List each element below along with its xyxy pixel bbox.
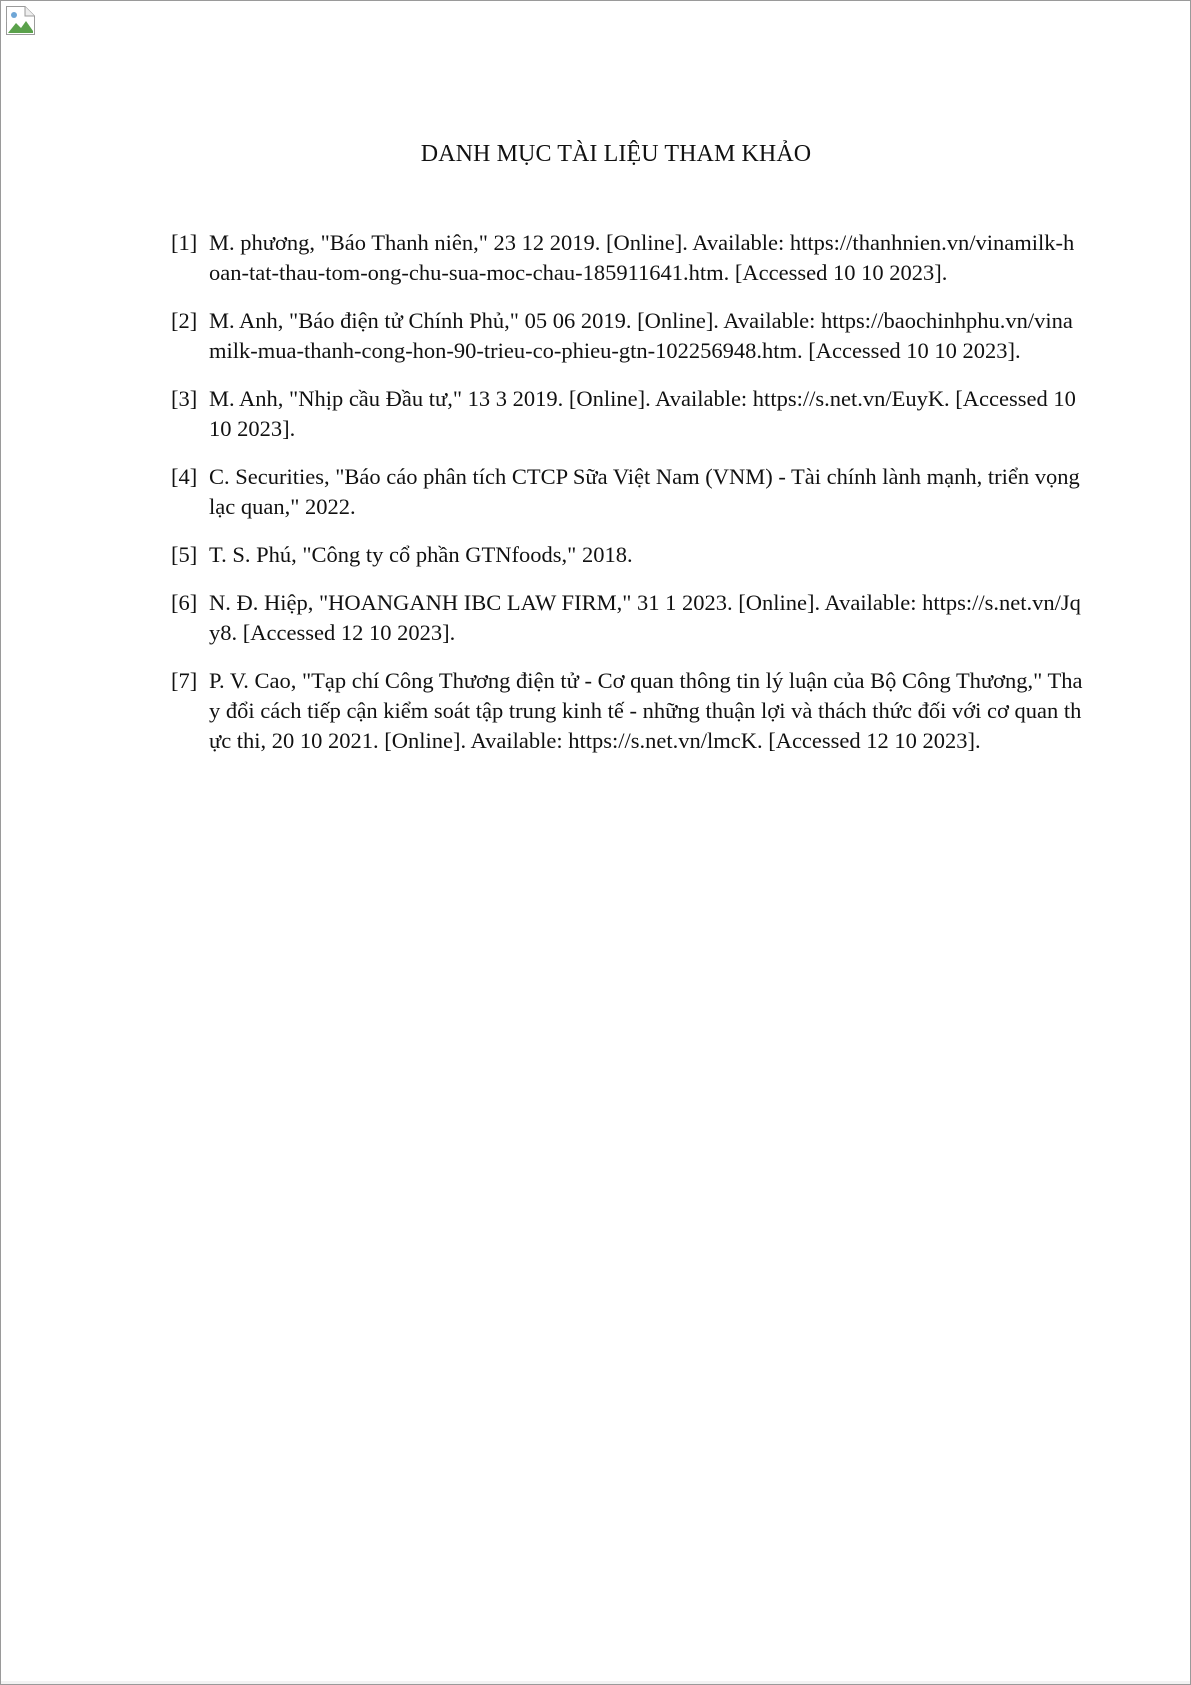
reference-item [171, 228, 1083, 288]
reference-text: M. Anh, "Báo điện tử Chính Phủ," 05 06 2019. [Online]. Available: https://baochinhphu.vn/vinamilk-mua-thanh-cong-hon-90-trieu-co-phieu-gtn-102256948.htm. [Accessed 10 10 2023]. [209, 308, 1073, 363]
reference-text: T. S. Phú, "Công ty cổ phần GTNfoods," 2018. [209, 542, 633, 567]
reference-number: [5] [171, 542, 198, 567]
reference-text: N. Đ. Hiệp, "HOANGANH IBC LAW FIRM," 31 1 2023. [Online]. Available: https://s.net.vn/Jqy8. [Accessed 12 10 2023]. [209, 590, 1081, 645]
reference-text: P. V. Cao, "Tạp chí Công Thương điện tử - Cơ quan thông tin lý luận của Bộ Công Thương," Thay đổi cách tiếp cận kiểm soát tập trung kinh tế - những thuận lợi và thách thức đối với cơ quan thực thi, 20 10 2021. [Online]. Available: https://s.net.vn/lmcK. [Accessed 12 10 2023]. [209, 668, 1083, 753]
reference-number: [4] [171, 464, 198, 489]
page-bottom-edge [1, 1681, 1190, 1684]
reference-list [171, 228, 1083, 774]
reference-number: [1] [171, 230, 198, 255]
reference-item [171, 588, 1083, 648]
reference-number: [3] [171, 386, 198, 411]
broken-image-icon [5, 5, 36, 36]
page-title: DANH MỤC TÀI LIỆU THAM KHẢO [420, 141, 812, 167]
reference-item [171, 384, 1083, 444]
reference-text: M. Anh, "Nhịp cầu Đầu tư," 13 3 2019. [Online]. Available: https://s.net.vn/EuyK. [Accessed 10 10 2023]. [209, 386, 1076, 441]
reference-number: [7] [171, 668, 198, 693]
reference-number: [2] [171, 308, 198, 333]
reference-number: [6] [171, 590, 198, 615]
reference-text: M. phương, "Báo Thanh niên," 23 12 2019. [Online]. Available: https://thanhnien.vn/vinamilk-hoan-tat-thau-tom-ong-chu-sua-moc-chau-185911641.htm. [Accessed 10 10 2023]. [209, 230, 1075, 285]
reference-item [171, 462, 1083, 522]
reference-item [171, 666, 1083, 756]
reference-item [171, 540, 1083, 570]
reference-item [171, 306, 1083, 366]
reference-text: C. Securities, "Báo cáo phân tích CTCP Sữa Việt Nam (VNM) - Tài chính lành mạnh, triển vọng lạc quan," 2022. [209, 464, 1080, 519]
